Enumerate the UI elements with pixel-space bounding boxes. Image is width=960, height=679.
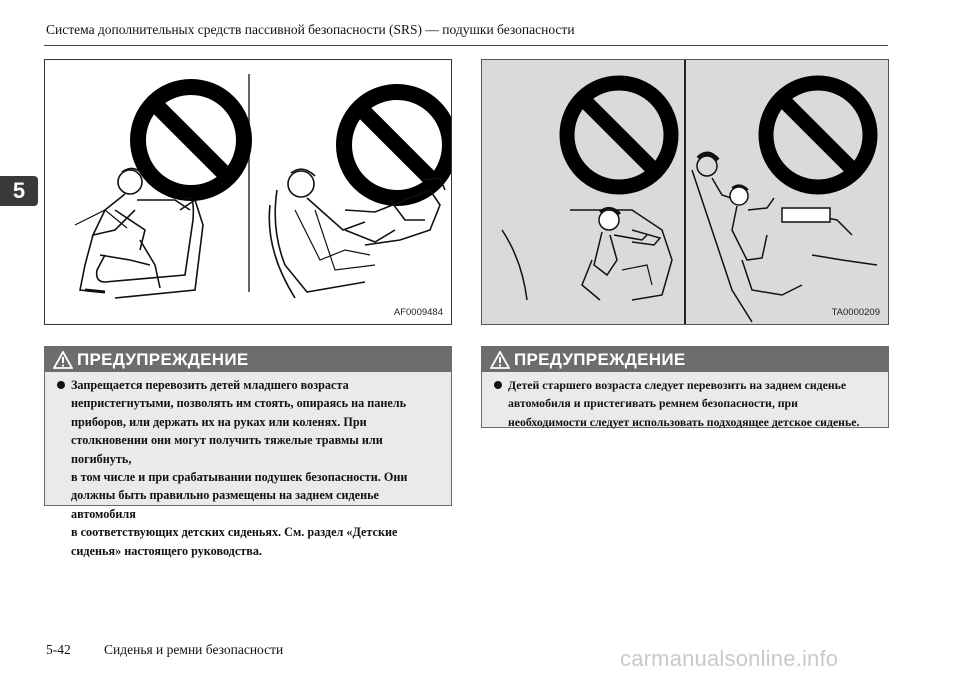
warning-line: непристегнутыми, позволять им стоять, опираясь на панель: [71, 396, 407, 411]
prohibition-sign-icon: [766, 83, 870, 187]
warning-line: автомобиля и пристегивать ремнем безопасности, при: [508, 396, 798, 411]
warning-text: [45, 372, 451, 560]
warning-line: необходимости следует использовать подходящее детское сиденье.: [508, 414, 860, 429]
warning-line: в соответствующих детских сиденьях. См. раздел «Детские: [71, 525, 398, 540]
header-rule: [44, 45, 888, 46]
figure-child-passenger-seat: [481, 59, 889, 325]
illustration-right: [482, 60, 889, 325]
warning-triangle-icon: [490, 351, 510, 369]
bullet-icon: [57, 381, 65, 389]
figure-code: TA0000209: [831, 307, 880, 318]
prohibition-sign-icon: [344, 92, 450, 198]
warning-line: приборов, или держать их на руках или коленях. При: [71, 414, 367, 429]
warning-line: в том числе и при срабатывании подушек безопасности. Они: [71, 470, 408, 485]
warning-header: [482, 347, 888, 372]
figure-child-front-seat-prohibited: [44, 59, 452, 325]
illustration-left: [45, 60, 452, 325]
warning-box-older-children: [481, 346, 889, 428]
warning-text: [482, 372, 888, 431]
warning-line: столкновении они могут получить тяжелые травмы или погибнуть,: [71, 433, 383, 466]
prohibition-sign-icon: [567, 83, 671, 187]
warning-heading: ПРЕДУПРЕЖДЕНИЕ: [77, 349, 249, 369]
warning-box-young-children: [44, 346, 452, 558]
bullet-icon: [494, 381, 502, 389]
chapter-tab: 5: [0, 176, 38, 206]
watermark: carmanualsonline.info: [620, 646, 839, 671]
prohibition-sign-icon: [138, 87, 244, 193]
warning-line: Детей старшего возраста следует перевозить на заднем сиденье: [508, 378, 847, 392]
header-title: Система дополнительных средств пассивной безопасности (SRS) — подушки безопасности: [46, 22, 575, 37]
warning-header: [45, 347, 451, 372]
warning-line: Запрещается перевозить детей младшего возраста: [71, 378, 349, 392]
warning-triangle-icon: [53, 351, 73, 369]
warning-line: сиденья» настоящего руководства.: [71, 543, 262, 558]
warning-heading: ПРЕДУПРЕЖДЕНИЕ: [514, 349, 686, 369]
figure-code: AF0009484: [393, 307, 443, 318]
page-number: 5-42: [46, 642, 71, 657]
section-title: Сиденья и ремни безопасности: [104, 642, 284, 657]
warning-line: должны быть правильно размещены на заднем сиденье автомобиля: [71, 488, 379, 521]
